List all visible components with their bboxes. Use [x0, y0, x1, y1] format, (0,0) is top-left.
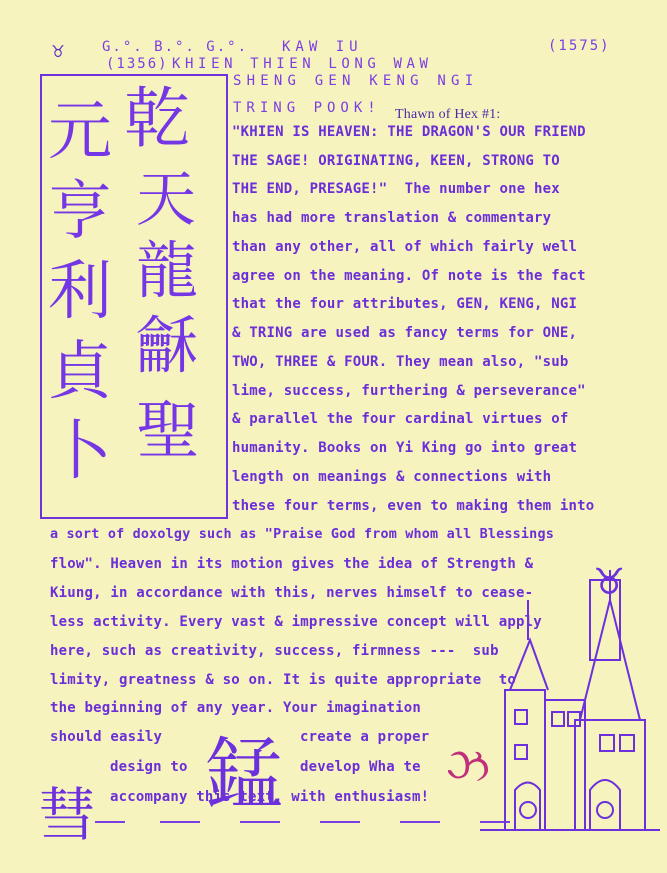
- seal-char-ngi: 利: [48, 255, 112, 329]
- body-line: THE END, PRESAGE!" The number one hex: [232, 181, 560, 197]
- seal-char-tring: 貞: [48, 335, 112, 409]
- seal-char-sheng: 聖: [136, 395, 200, 469]
- seal-char-keng: 亨: [48, 175, 112, 249]
- body-line-full: limity, greatness & so on. It is quite appropriate to: [50, 672, 516, 688]
- seal-char-waw: 龢: [136, 309, 199, 382]
- seal-char-gen: 元: [48, 95, 112, 169]
- body-line: "KHIEN IS HEAVEN: THE DRAGON'S OUR FRIEND: [232, 124, 586, 140]
- signature-glyph: ઝ: [446, 738, 490, 792]
- stamp-center-glyph: 錳: [205, 730, 284, 820]
- body-line: lime, success, furthering & perseverance": [232, 383, 586, 399]
- thawn-note: Thawn of Hex #1:: [395, 107, 501, 122]
- body-line: humanity. Books on Yi King go into great: [232, 440, 578, 456]
- body-line: & parallel the four cardinal virtues of: [232, 411, 569, 427]
- header-attributes: SHENG GEN KENG NGI: [233, 73, 479, 89]
- header-number: (1356): [106, 56, 169, 72]
- header-tring-pook: TRING POOK!: [233, 100, 381, 116]
- body-line: has had more translation & commentary: [232, 210, 552, 226]
- body-line-full: flow". Heaven in its motion gives the idea of Strength &: [50, 556, 534, 572]
- seal-char-thien: 天: [136, 165, 196, 235]
- body-line: that the four attributes, GEN, KENG, NGI: [232, 296, 578, 312]
- seal-char-long: 龍: [136, 234, 199, 307]
- taurus-symbol-icon: ♉: [52, 38, 65, 62]
- body-line: & TRING are used as fancy terms for ONE,: [232, 325, 578, 341]
- body-line: agree on the meaning. Of note is the fact: [232, 268, 586, 284]
- stamp-left-glyph: 彗: [38, 781, 97, 849]
- seal-char-khien: 乾: [124, 80, 190, 157]
- body-line-full: accompany this text, with enthusiasm!: [110, 789, 430, 805]
- body-line-full: the beginning of any year. Your imagination: [50, 700, 422, 716]
- body-line: than any other, all of which fairly well: [232, 239, 578, 255]
- seal-char-pook: 卜: [48, 415, 112, 489]
- body-line: length on meanings & connections with: [232, 469, 552, 485]
- header-initials: G.°. B.°. G.°.: [102, 39, 249, 55]
- header-subtitle: KHIEN THIEN LONG WAW: [172, 56, 433, 72]
- body-line: THE SAGE! ORIGINATING, KEEN, STRONG TO: [232, 153, 560, 169]
- body-line: these four terms, even to making them into: [232, 498, 595, 514]
- body-line-full: here, such as creativity, success, firmness --- sub: [50, 643, 499, 659]
- body-line: TWO, THREE & FOUR. They mean also, "sub: [232, 354, 569, 370]
- body-line-full: less activity. Every vast & impressive concept will apply: [50, 614, 542, 630]
- body-line-full: Kiung, in accordance with this, nerves himself to cease-: [50, 585, 534, 601]
- taurus-corner-icon: ♉: [593, 562, 626, 603]
- header-title: KAW IU: [282, 39, 363, 55]
- body-line-full: develop Wha te: [300, 759, 421, 775]
- body-line-full: create a proper: [300, 729, 430, 745]
- body-line-full: design to: [110, 759, 188, 775]
- body-line-full: should easily: [50, 729, 163, 745]
- body-line-full: a sort of doxolgy such as "Praise God from whom all Blessings: [50, 527, 554, 542]
- header-page-number: (1575): [548, 38, 611, 54]
